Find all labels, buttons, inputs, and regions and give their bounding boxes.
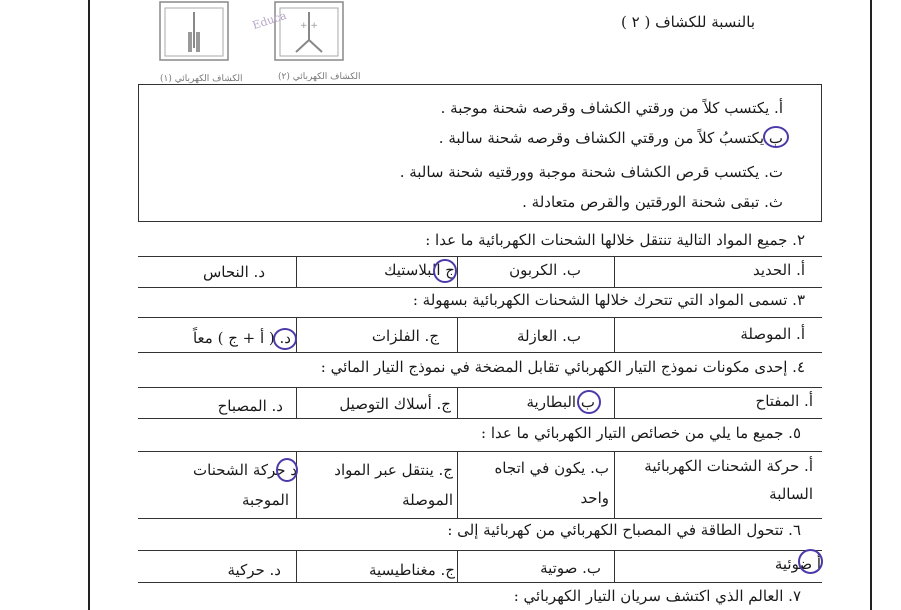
q2-row-top xyxy=(138,256,822,257)
q5-row-top xyxy=(138,451,822,452)
question-5-text: ٥. جميع ما يلي من خصائص التيار الكهربائي ما عدا : xyxy=(481,424,801,442)
q3-divider-1 xyxy=(614,317,615,352)
question-2-text: ٢. جميع المواد التالية تنتقل خلالها الشحنات الكهربائية ما عدا : xyxy=(425,231,805,249)
q4-option-d: د. المصباح xyxy=(217,397,283,415)
answer-circle-q3 xyxy=(273,328,297,350)
q6-row-bottom xyxy=(138,582,822,583)
q2-option-c: ج البلاستيك xyxy=(384,261,455,279)
q1-option-b: ب يكتسبُ كلاً من ورقتي الكشاف وقرصه شحنة سالبة . xyxy=(438,129,783,147)
question-6-text: ٦. تتحول الطاقة في المصباح الكهربائي من كهربائية إلى : xyxy=(447,521,801,539)
q2-option-b: ب. الكربون xyxy=(509,261,581,279)
q1-option-d: ث. تبقى شحنة الورقتين والقرص متعادلة . xyxy=(522,193,783,211)
q5-divider-1 xyxy=(614,451,615,518)
q5-option-d-line2: الموجبة xyxy=(242,491,289,509)
figure-caption-left: الكشاف الكهربائي (١) xyxy=(160,74,243,84)
q2-option-d: د. النحاس xyxy=(202,263,265,281)
q4-row-top xyxy=(138,387,822,388)
q1-option-a: أ. يكتسب كلاً من ورقتي الكشاف وقرصه شحنة موجبة . xyxy=(440,99,783,117)
answer-circle-q2 xyxy=(433,259,457,283)
q6-option-c: ج. مغناطيسية xyxy=(368,561,455,579)
q6-divider-1 xyxy=(614,550,615,582)
q6-divider-3 xyxy=(296,550,297,582)
q3-option-d: د. ( أ + ج ) معاً xyxy=(192,329,291,347)
q5-option-d-line1: د حركة الشحنات xyxy=(193,461,297,479)
answer-circle-q5 xyxy=(276,458,298,482)
q6-divider-2 xyxy=(457,550,458,582)
page-frame-right xyxy=(870,0,872,610)
question-4-text: ٤. إحدى مكونات نموذج التيار الكهربائي تقابل المضخة في نموذج التيار المائي : xyxy=(320,358,805,376)
answer-circle-q1 xyxy=(763,126,789,148)
q3-option-b: ب. العازلة xyxy=(516,327,581,345)
q4-option-c: ج. أسلاك التوصيل xyxy=(339,395,451,413)
q4-divider-1 xyxy=(614,387,615,418)
answer-circle-q4 xyxy=(577,390,601,414)
electroscope-figure xyxy=(150,0,360,70)
q3-option-a: أ. الموصلة xyxy=(740,325,805,343)
svg-text:+ +: + + xyxy=(300,21,318,31)
q2-divider-2 xyxy=(457,256,458,287)
q2-option-a: أ. الحديد xyxy=(752,261,805,279)
q4-divider-3 xyxy=(296,387,297,418)
q6-option-b: ب. صوتية xyxy=(540,559,601,577)
q5-option-a-line2: السالبة xyxy=(769,485,813,503)
watermark: Educa xyxy=(250,8,289,33)
q5-option-a-line1: أ. حركة الشحنات الكهربائية xyxy=(644,457,813,475)
q5-row-bottom xyxy=(138,518,822,519)
q6-option-d: د. حركية xyxy=(227,561,281,579)
answer-circle-q6 xyxy=(798,549,823,574)
q4-option-b: ب البطارية xyxy=(526,393,595,411)
q4-option-a: أ. المفتاح xyxy=(755,392,813,410)
q5-option-c-line1: ج. ينتقل عبر المواد xyxy=(334,461,453,479)
q3-option-c: ج. الفلزات xyxy=(371,327,439,345)
intro-line: بالنسبة للكشاف ( ٢ ) xyxy=(621,13,755,31)
q5-divider-2 xyxy=(457,451,458,518)
q6-row-top xyxy=(138,550,822,551)
question-7-text: ٧. العالم الذي اكتشف سريان التيار الكهربائي : xyxy=(513,587,801,605)
q6-option-a: أ ضوئية xyxy=(774,555,821,573)
figure-caption-right: الكشاف الكهربائي (٢) xyxy=(278,72,361,82)
q2-divider-3 xyxy=(296,256,297,287)
page-frame-left xyxy=(88,0,90,610)
q3-row-bottom xyxy=(138,352,822,353)
q5-option-c-line2: الموصلة xyxy=(402,491,453,509)
q5-option-b-line2: واحد xyxy=(580,489,609,507)
q3-divider-2 xyxy=(457,317,458,352)
q2-divider-1 xyxy=(614,256,615,287)
q2-row-bottom xyxy=(138,287,822,288)
q5-option-b-line1: ب. يكون في اتجاه xyxy=(494,459,609,477)
question-3-text: ٣. تسمى المواد التي تتحرك خلالها الشحنات الكهربائية بسهولة : xyxy=(412,291,805,309)
q3-row-top xyxy=(138,317,822,318)
q4-row-bottom xyxy=(138,418,822,419)
q1-option-c: ت. يكتسب قرص الكشاف شحنة موجبة وورقتيه شحنة سالبة . xyxy=(399,163,783,181)
q4-divider-2 xyxy=(457,387,458,418)
